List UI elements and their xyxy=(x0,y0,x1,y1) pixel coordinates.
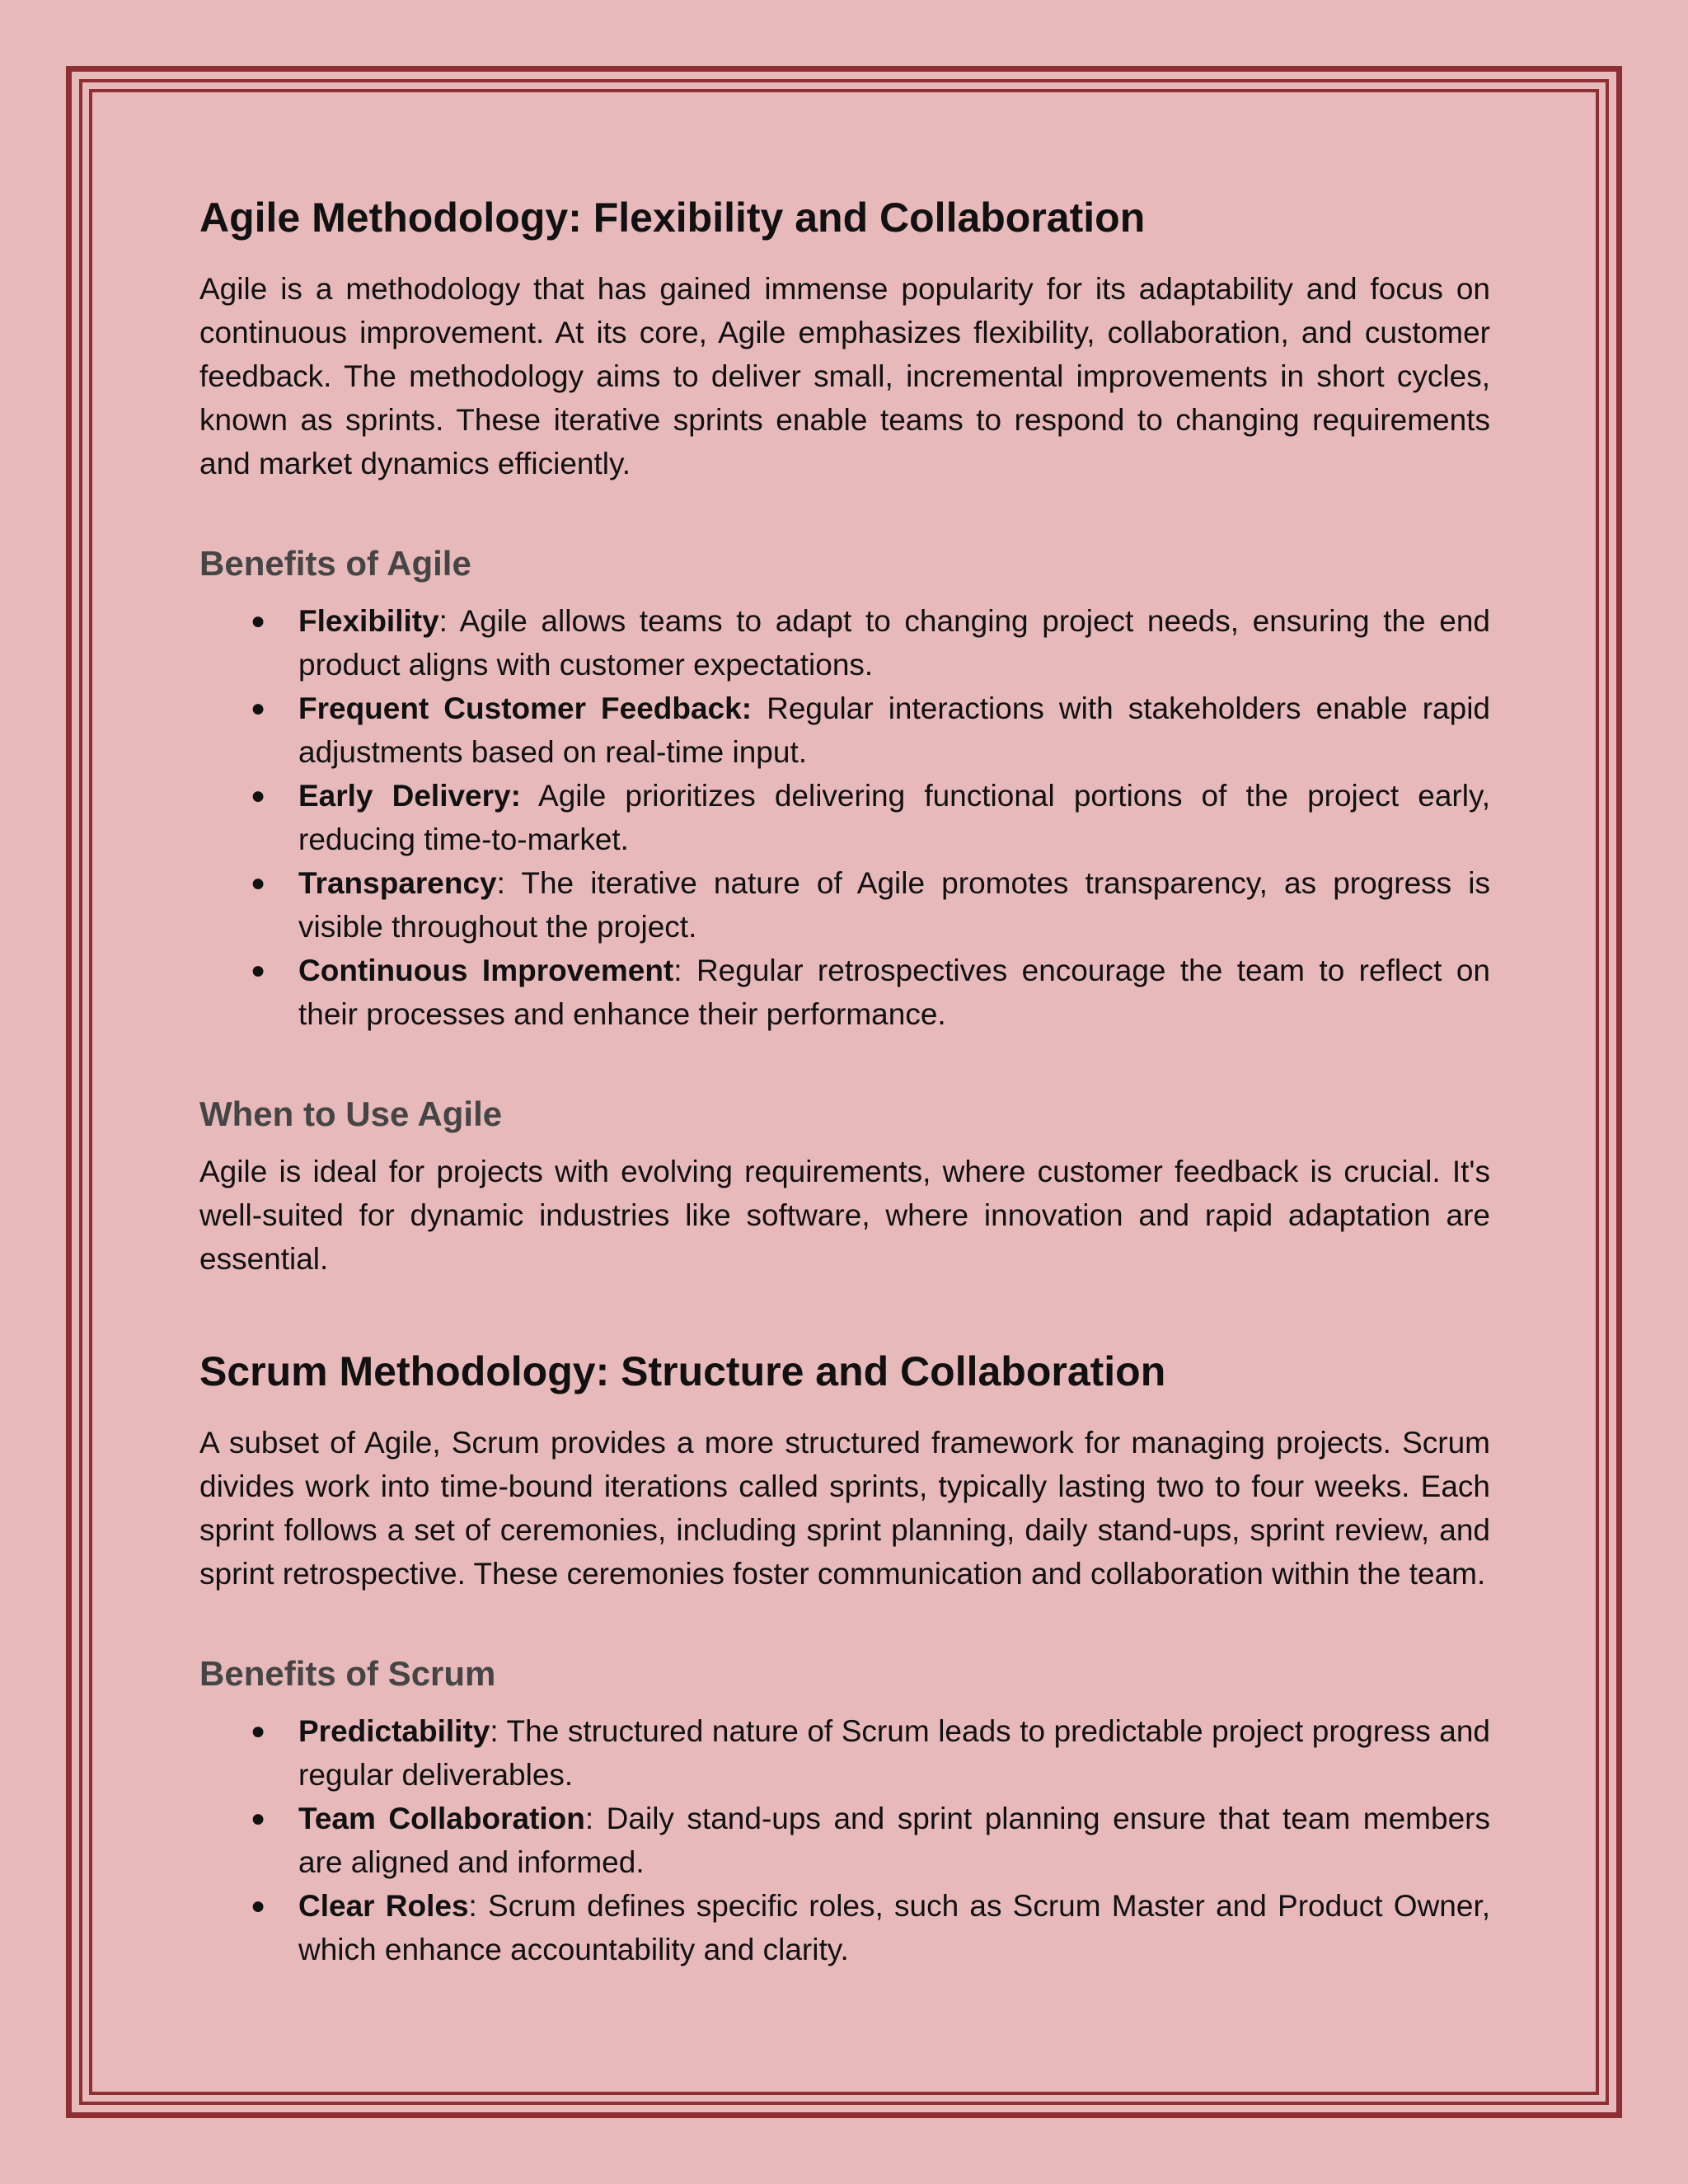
list-item: ● Frequent Customer Feedback: Regular interactions with stakeholders enable rapid adjustments based on real-time input. xyxy=(199,687,1490,774)
list-item: ● Team Collaboration: Daily stand-ups and sprint planning ensure that team members are aligned and informed. xyxy=(199,1797,1490,1884)
agile-intro: Agile is a methodology that has gained immense popularity for its adaptability and focus on continuous improvement. At its core, Agile emphasizes flexibility, collaboration, and customer feedback. The methodology aims to deliver small, incremental improvements in short cycles, known as sprints. These iterative sprints enable teams to respond to changing requirements and market dynamics efficiently. xyxy=(199,271,1490,480)
list-item: ● Clear Roles: Scrum defines specific roles, such as Scrum Master and Product Owner, which enhance accountability and clarity. xyxy=(199,1884,1490,1971)
bullet-icon: ● xyxy=(251,956,266,984)
bullet-icon: ● xyxy=(251,694,266,722)
agile-when-text: Agile is ideal for projects with evolving requirements, where customer feedback is crucial. It's well-suited for dynamic industries like software, where innovation and rapid adaptation are essential. xyxy=(199,1155,1490,1277)
scrum-intro: A subset of Agile, Scrum provides a more structured framework for managing projects. Scrum divides work into time-bound iterations called sprints, typically lasting two to four weeks. Each sprint follows a set of ceremonies, including sprint planning, daily stand-ups, sprint review, and sprint retrospective. These ceremonies foster communication and collaboration within the team. xyxy=(199,1425,1490,1591)
scrum-title: Scrum Methodology: Structure and Collaboration xyxy=(199,1348,1166,1395)
bullet-icon: ● xyxy=(251,869,266,897)
list-item: ● Continuous Improvement: Regular retrospectives encourage the team to reflect on their processes and enhance their performance. xyxy=(199,949,1490,1036)
list-item: ● Transparency: The iterative nature of Agile promotes transparency, as progress is visible throughout the project. xyxy=(199,861,1490,949)
scrum-benefits-list xyxy=(199,1709,1490,1971)
bullet-icon: ● xyxy=(251,1892,266,1920)
list-item: ● Predictability: The structured nature of Scrum leads to predictable project progress and regular deliverables. xyxy=(199,1709,1490,1797)
agile-benefits-list xyxy=(199,599,1490,1036)
bullet-icon: ● xyxy=(251,781,266,809)
agile-benefits-heading: Benefits of Agile xyxy=(199,543,471,583)
agile-when-heading: When to Use Agile xyxy=(199,1094,503,1133)
document-body xyxy=(199,194,1490,1971)
list-item: ● Early Delivery: Agile prioritizes delivering functional portions of the project early, reducing time-to-market. xyxy=(199,774,1490,861)
scrum-benefits-heading: Benefits of Scrum xyxy=(199,1653,496,1693)
agile-title: Agile Methodology: Flexibility and Collaboration xyxy=(199,194,1146,241)
bullet-icon: ● xyxy=(251,1718,266,1746)
bullet-icon: ● xyxy=(251,607,266,635)
bullet-icon: ● xyxy=(251,1805,266,1833)
list-item: ● Flexibility: Agile allows teams to adapt to changing project needs, ensuring the end product aligns with customer expectations. xyxy=(199,599,1490,687)
